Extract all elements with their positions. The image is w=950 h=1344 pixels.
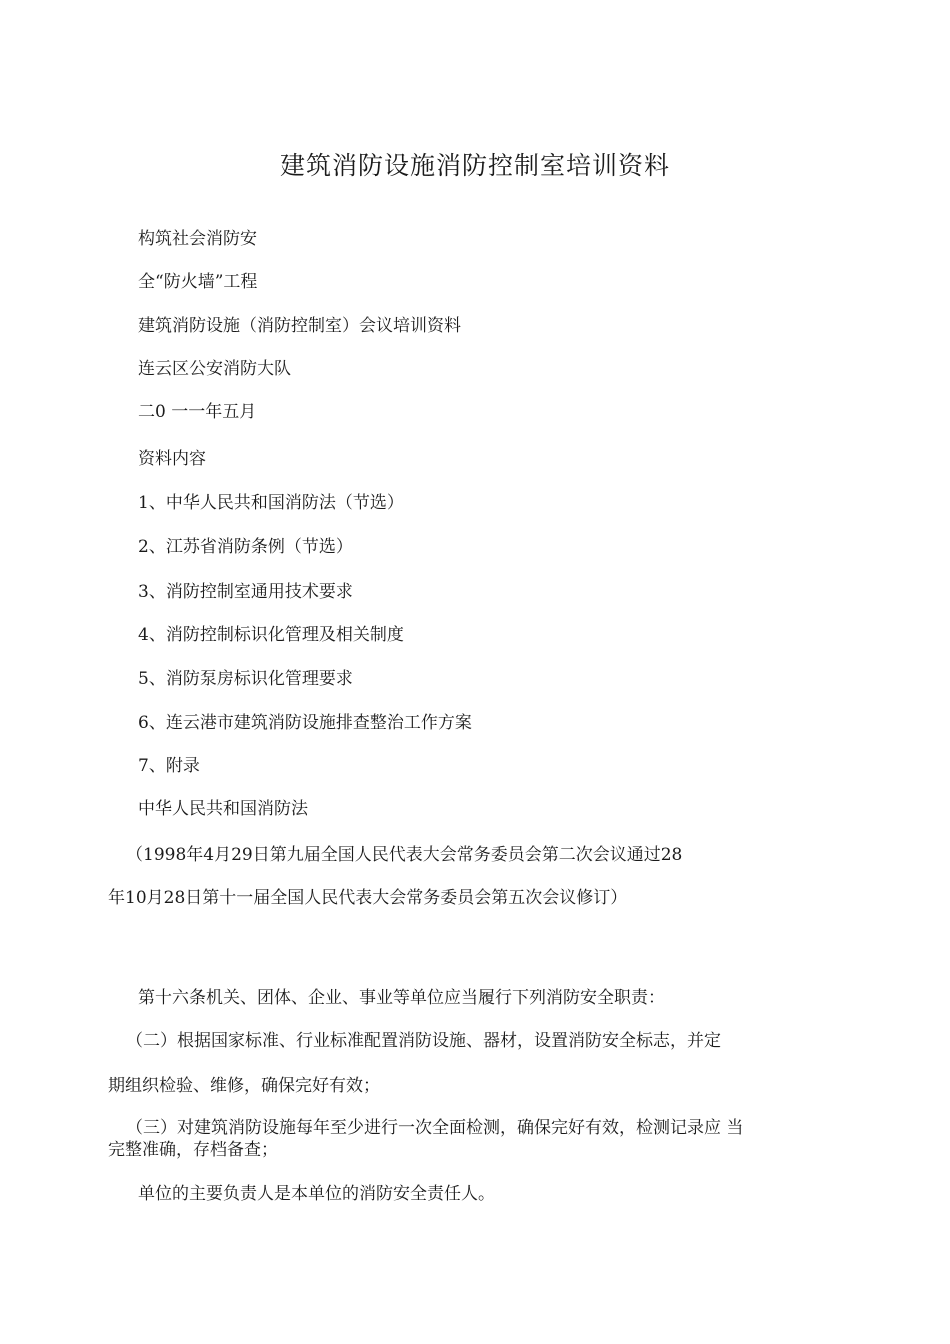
- cover-line: 连云区公安消防大队: [138, 359, 291, 379]
- contents-item: 6、连云港市建筑消防设施排查整治工作方案: [138, 713, 472, 733]
- cover-line: 建筑消防设施（消防控制室）会议培训资料: [138, 316, 461, 336]
- article-item-2-cont: 期组织检验、维修，确保完好有效；: [108, 1076, 380, 1096]
- article-item-3-cont: 完整准确，存档备查；: [108, 1140, 278, 1160]
- contents-heading: 资料内容: [138, 449, 206, 469]
- document-title: 建筑消防设施消防控制室培训资料: [279, 151, 670, 180]
- law-note-line: 年10月28日第十一届全国人民代表大会常务委员会第五次会议修订）: [108, 888, 628, 908]
- contents-item: 4、消防控制标识化管理及相关制度: [138, 625, 404, 645]
- contents-item: 2、江苏省消防条例（节选）: [138, 537, 353, 557]
- cover-line: 全“防火墙”工程: [138, 272, 258, 292]
- contents-item: 7、附录: [138, 756, 200, 776]
- article-item-3: （三）对建筑消防设施每年至少进行一次全面检测，确保完好有效，检测记录应 当: [126, 1118, 744, 1138]
- contents-item: 3、消防控制室通用技术要求: [138, 582, 353, 602]
- cover-date: 二0 一一年五月: [138, 402, 257, 422]
- contents-item: 5、消防泵房标识化管理要求: [138, 669, 353, 689]
- contents-item: 1、中华人民共和国消防法（节选）: [138, 493, 404, 513]
- responsible-person-text: 单位的主要负责人是本单位的消防安全责任人。: [138, 1184, 495, 1204]
- article-item-2: （二）根据国家标准、行业标准配置消防设施、器材，设置消防安全标志，并定: [126, 1031, 721, 1051]
- cover-line: 构筑社会消防安: [138, 229, 257, 249]
- law-note-line: （1998年4月29日第九届全国人民代表大会常务委员会第二次会议通过28: [126, 845, 683, 865]
- article-16: 第十六条机关、团体、企业、事业等单位应当履行下列消防安全职责：: [138, 988, 665, 1008]
- law-title: 中华人民共和国消防法: [138, 799, 308, 819]
